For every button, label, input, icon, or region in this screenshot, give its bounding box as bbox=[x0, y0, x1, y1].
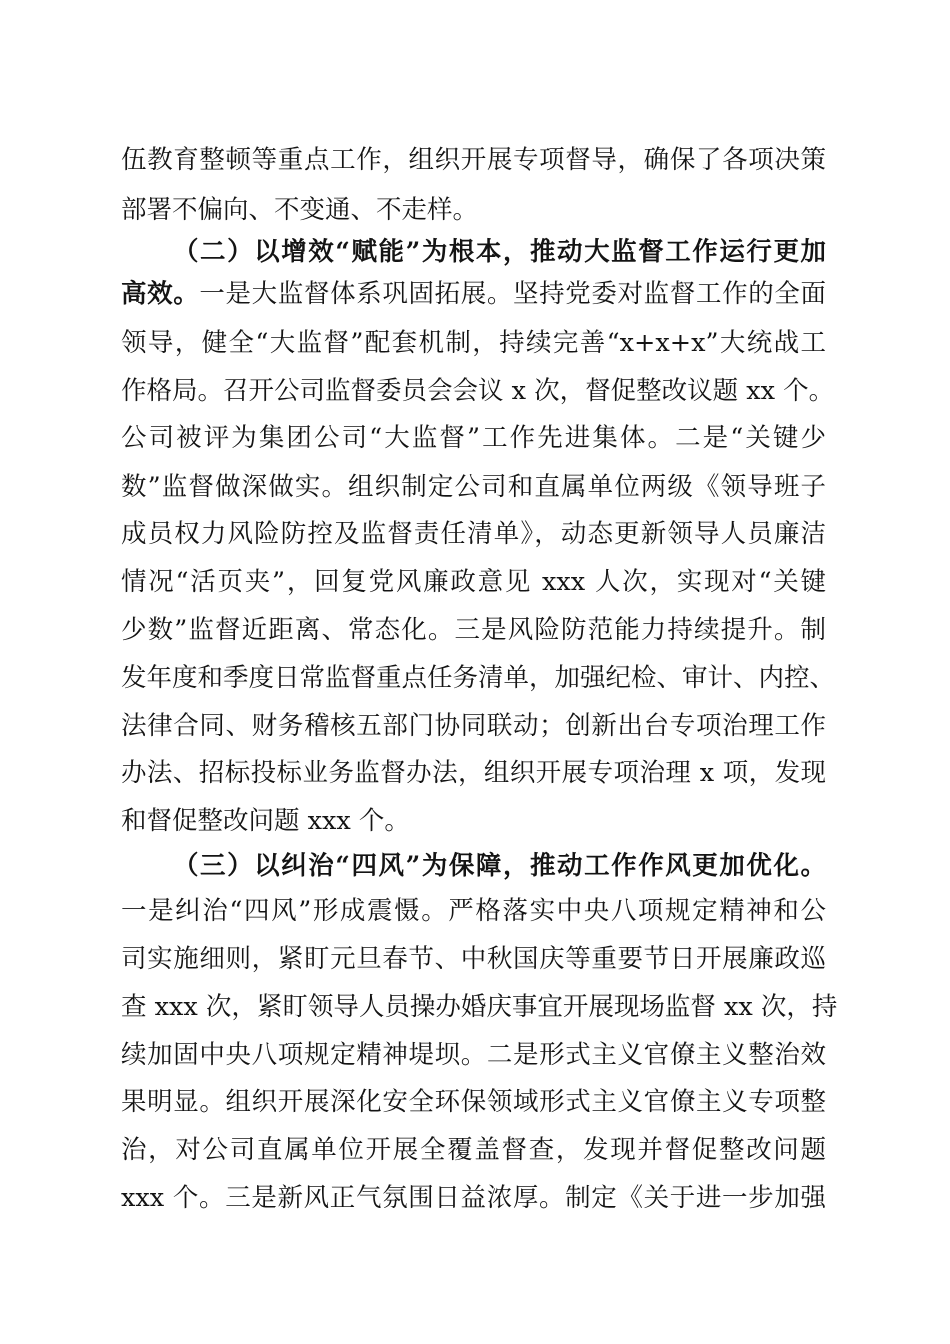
text-segment: 一是大监督体系巩固拓展。 bbox=[199, 279, 514, 309]
text-line: 情况“活页夹”，回复党风廉政意见 xxx 人次，实现对“关键 bbox=[121, 567, 826, 597]
text-line: 领导，健全“大监督”配套机制，持续完善“x+x+x”大统战工 bbox=[121, 328, 826, 358]
text-segment: 坚持党委对监督工作的全面 bbox=[513, 279, 826, 309]
section-heading: （三）以纠治“四风”为保障，推动工作作风更加优化。 bbox=[173, 851, 826, 881]
section-heading: （二）以增效“赋能”为根本，推动大监督工作运行更加 bbox=[173, 237, 826, 267]
text-line: 查 xxx 次，紧盯领导人员操办婚庆事宜开展现场监督 xx 次，持 bbox=[121, 992, 838, 1022]
text-line: 作格局。召开公司监督委员会会议 x 次，督促整改议题 xx 个。 bbox=[121, 376, 835, 406]
text-line: 部署不偏向、不变通、不走样。 bbox=[121, 195, 479, 225]
text-line: 治，对公司直属单位开展全覆盖督查，发现并督促整改问题 bbox=[121, 1135, 826, 1165]
section-heading-tail: 高效。 bbox=[121, 279, 200, 309]
text-line: 成员权力风险防控及监督责任清单》，动态更新领导人员廉洁 bbox=[121, 519, 826, 549]
text-line: 公司被评为集团公司“大监督”工作先进集体。二是“关键少 bbox=[121, 423, 826, 453]
text-line: 一是纠治“四风”形成震慑。严格落实中央八项规定精神和公 bbox=[121, 896, 826, 926]
text-line: 法律合同、财务稽核五部门协同联动；创新出台专项治理工作 bbox=[121, 711, 826, 741]
text-line: 办法、招标投标业务监督办法，组织开展专项治理 x 项，发现 bbox=[121, 758, 826, 788]
text-line bbox=[121, 274, 826, 314]
text-line: 数”监督做深做实。组织制定公司和直属单位两级《领导班子 bbox=[121, 472, 826, 502]
text-line: 和督促整改问题 xxx 个。 bbox=[121, 806, 410, 836]
text-line: 司实施细则，紧盯元旦春节、中秋国庆等重要节日开展廉政巡 bbox=[121, 944, 826, 974]
text-line: 少数”监督近距离、常态化。三是风险防范能力持续提升。制 bbox=[121, 615, 826, 645]
text-line: xxx 个。三是新风正气氛围日益浓厚。制定《关于进一步加强 bbox=[121, 1183, 826, 1213]
text-line: 发年度和季度日常监督重点任务清单，加强纪检、审计、内控、 bbox=[121, 663, 836, 693]
text-line: 续加固中央八项规定精神堤坝。二是形式主义官僚主义整治效 bbox=[121, 1040, 826, 1070]
text-line: 果明显。组织开展深化安全环保领域形式主义官僚主义专项整 bbox=[121, 1087, 826, 1117]
text-line: 伍教育整顿等重点工作，组织开展专项督导，确保了各项决策 bbox=[121, 145, 826, 175]
